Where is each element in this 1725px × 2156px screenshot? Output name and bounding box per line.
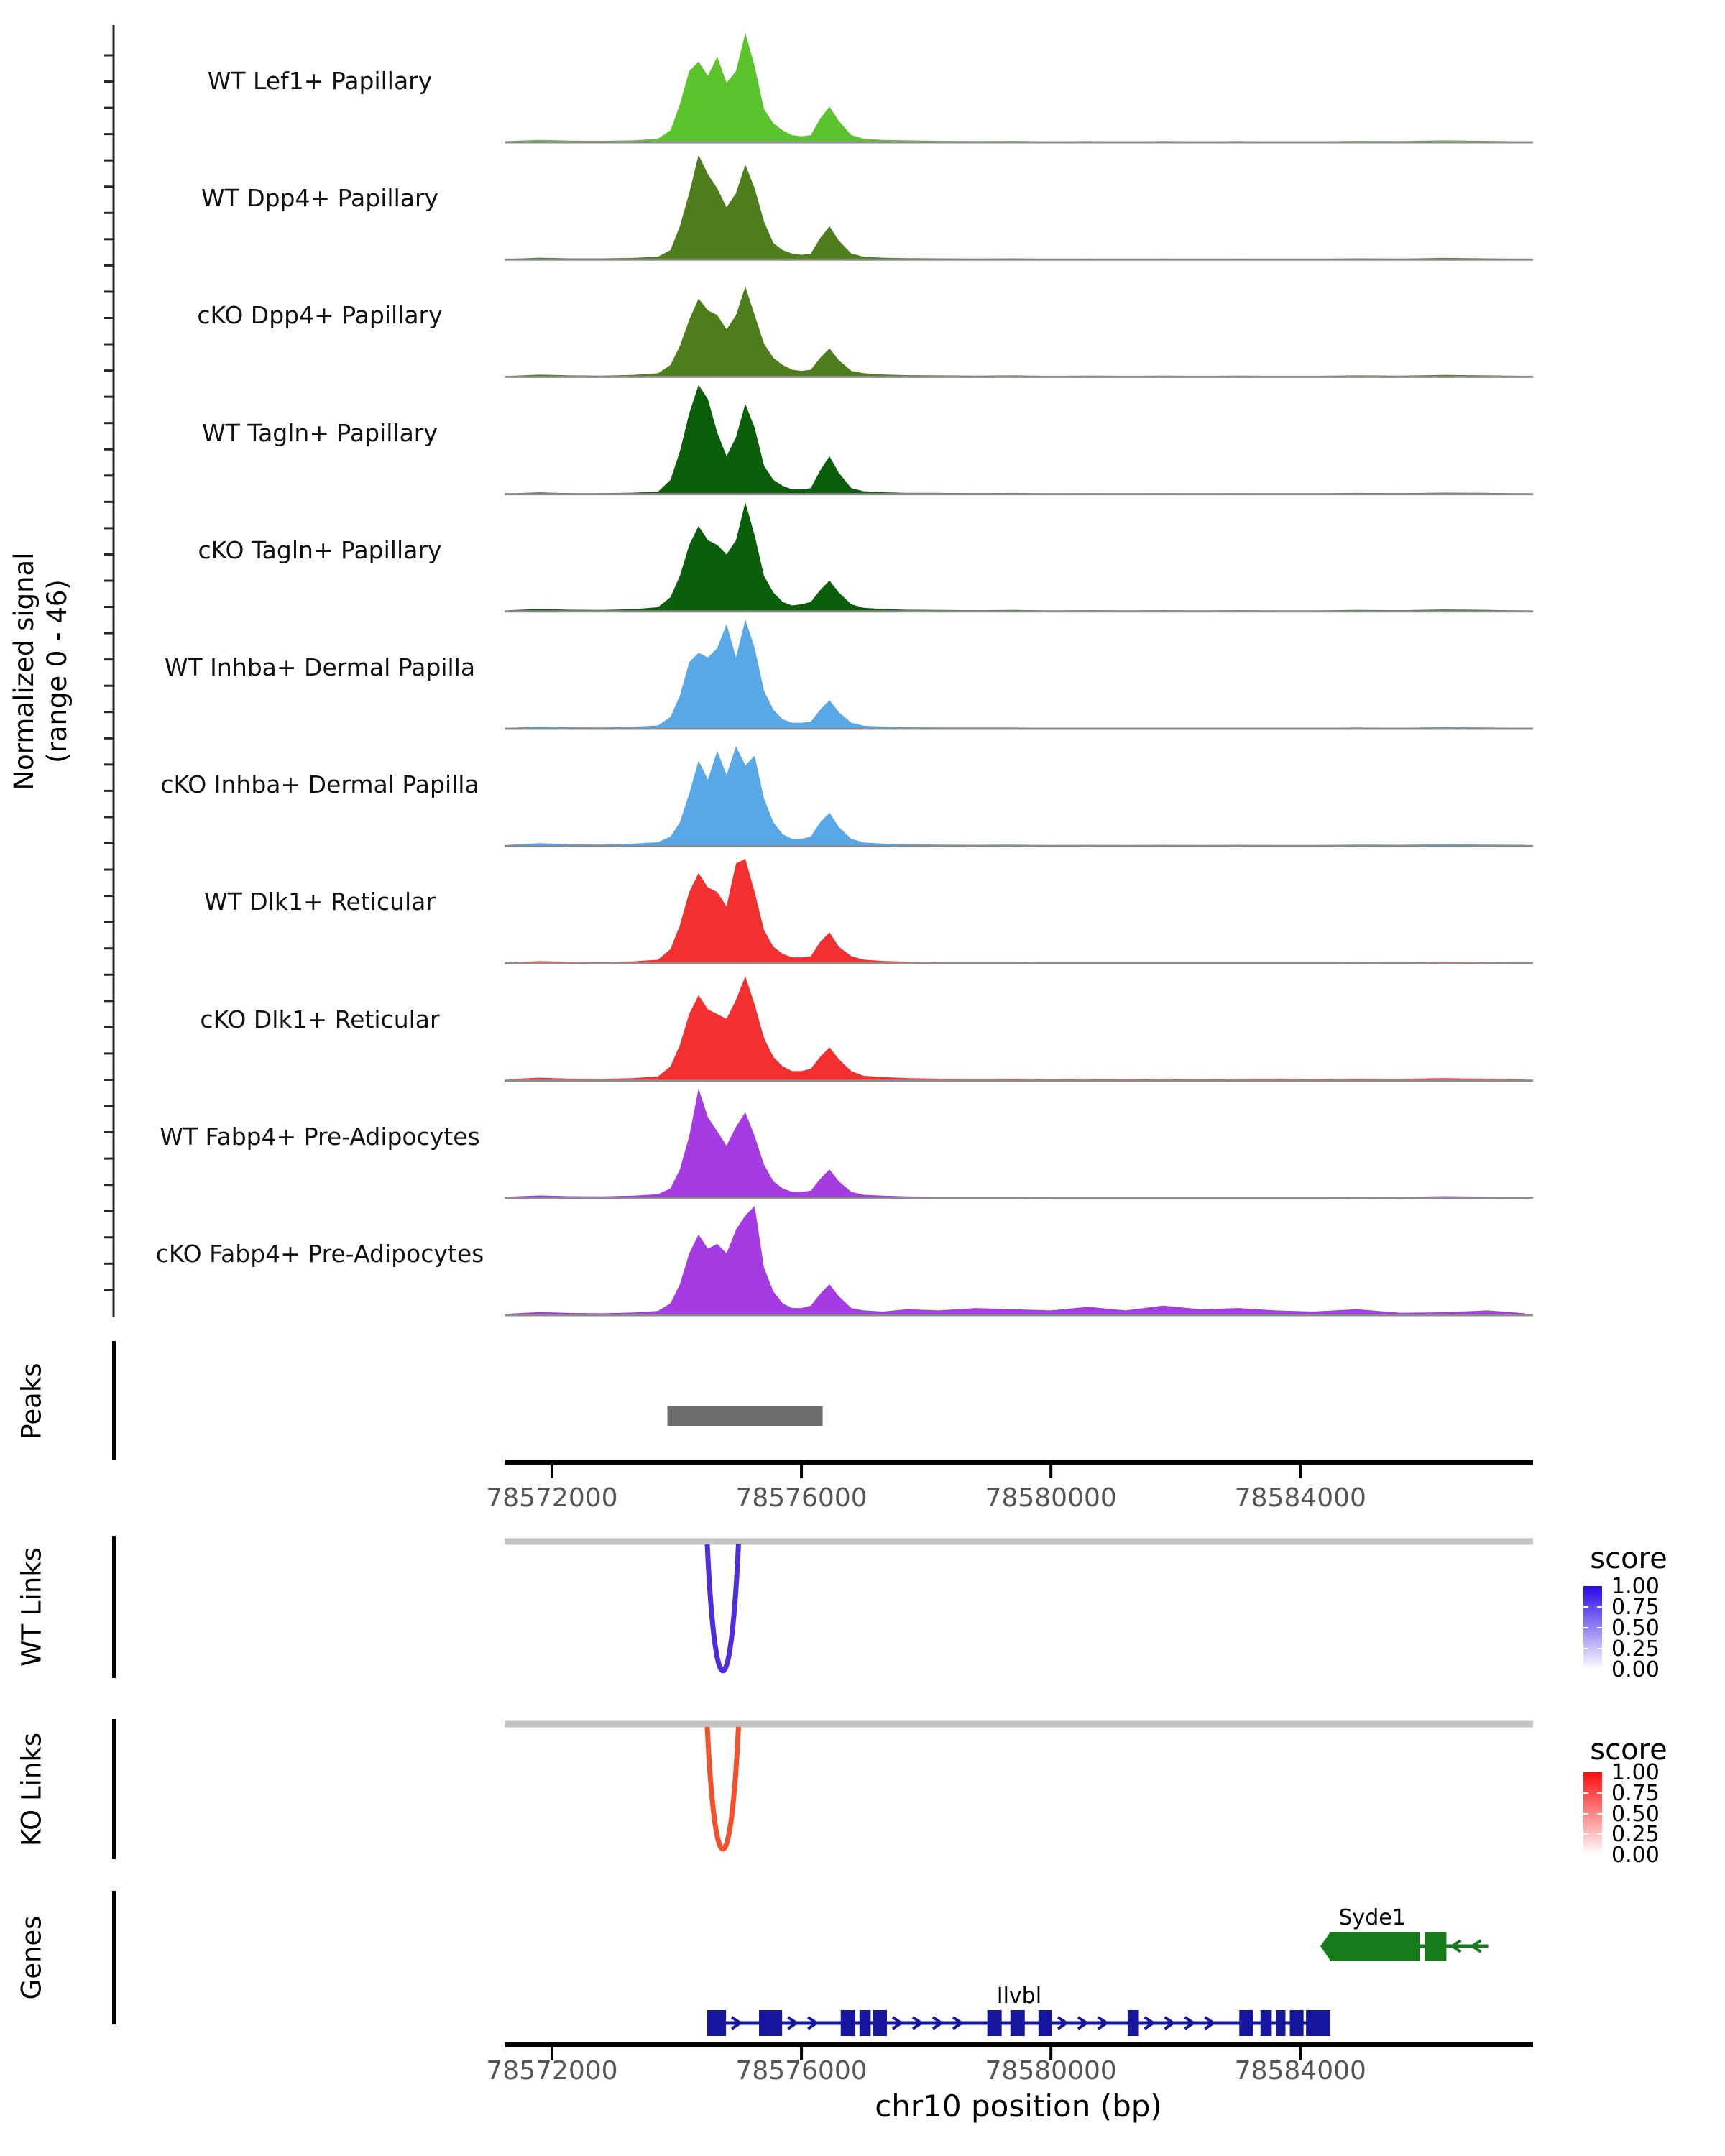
gene-exon — [1276, 2010, 1285, 2036]
track-label: WT Dpp4+ Papillary — [201, 184, 439, 213]
gene-exon — [1330, 1932, 1420, 1961]
axis-tick-label: 78572000 — [486, 1483, 618, 1513]
axis-tick-label: 78584000 — [1234, 2056, 1366, 2086]
wt-link-arc — [707, 1544, 738, 1671]
gene-exon — [759, 2010, 782, 2036]
gene-exon — [1011, 2010, 1025, 2036]
track-label: WT Inhba+ Dermal Papilla — [164, 653, 476, 681]
signal-track-area — [508, 619, 1525, 729]
y-axis-label — [8, 552, 74, 790]
signal-track — [505, 502, 1533, 612]
track-label: cKO Dlk1+ Reticular — [200, 1005, 440, 1033]
section-label-ko-links: KO Links — [16, 1732, 47, 1847]
gene-exon — [1261, 2010, 1272, 2036]
signal-track-area — [508, 33, 1525, 142]
legend-tick-label: 0.50 — [1611, 1801, 1660, 1827]
axis-tick-label: 78576000 — [735, 2056, 868, 2086]
legend-tick-label: 0.00 — [1611, 1657, 1660, 1682]
signal-track — [505, 859, 1533, 963]
gene-exon — [1290, 2010, 1304, 2036]
signal-track — [505, 33, 1533, 142]
signal-track-area — [508, 155, 1525, 259]
y-axis-label-line2: (range 0 - 46) — [42, 579, 73, 763]
signal-track — [505, 1206, 1533, 1315]
x-axis-title: chr10 position (bp) — [875, 2088, 1162, 2124]
signal-track-area — [508, 746, 1525, 846]
legend-bar-tick — [1583, 1792, 1588, 1794]
track-label: cKO Fabp4+ Pre-Adipocytes — [155, 1240, 484, 1268]
legend-tick-label: 0.75 — [1611, 1595, 1660, 1620]
section-label-genes: Genes — [16, 1915, 47, 2000]
legend-bar-tick — [1597, 1627, 1602, 1628]
peak-bar — [667, 1406, 822, 1426]
y-axis-label-line1: Normalized signal — [9, 552, 40, 791]
legend-bar-tick — [1597, 1833, 1602, 1835]
track-label: cKO Tagln+ Papillary — [198, 535, 442, 564]
legend-gradient-bar — [1583, 1586, 1602, 1669]
ko-link-arc — [707, 1727, 738, 1849]
axis-tick-label: 78576000 — [735, 1483, 868, 1513]
legend-bar-tick — [1597, 1792, 1602, 1794]
signal-track — [505, 385, 1533, 494]
gene-exon — [860, 2010, 871, 2036]
section-label-wt-links: WT Links — [16, 1547, 47, 1667]
gene-exon — [1306, 2010, 1330, 2036]
gene-exon — [988, 2010, 1002, 2036]
gene-model-ilvbl — [707, 2010, 1330, 2036]
signal-track — [505, 155, 1533, 259]
section-label-peaks: Peaks — [16, 1363, 47, 1440]
axis-tick-label: 78580000 — [985, 2056, 1117, 2086]
legend-tick-label: 0.00 — [1611, 1843, 1660, 1868]
gene-exon — [1128, 2010, 1139, 2036]
track-label: cKO Inhba+ Dermal Papilla — [160, 770, 479, 799]
axis-tick-label: 78584000 — [1234, 1483, 1366, 1513]
legend-bar-tick — [1583, 1813, 1588, 1815]
legend-tick-label: 0.25 — [1611, 1636, 1660, 1662]
signal-track-area — [508, 976, 1525, 1080]
signal-track-area — [508, 859, 1525, 963]
legend-bar-tick — [1597, 1606, 1602, 1608]
signal-track — [505, 287, 1533, 377]
track-label: WT Dlk1+ Reticular — [204, 888, 436, 916]
signal-track — [505, 976, 1533, 1080]
signal-track — [505, 746, 1533, 846]
signal-track-area — [508, 287, 1525, 377]
gene-exon — [1039, 2010, 1052, 2036]
legend-bar-tick — [1597, 1648, 1602, 1649]
track-label: WT Tagln+ Papillary — [202, 418, 438, 447]
gene-exon — [1425, 1932, 1446, 1961]
gene-name-label: Syde1 — [1338, 1905, 1406, 1930]
legend-title: score — [1590, 1542, 1668, 1575]
gene-name-label: Ilvbl — [996, 1984, 1042, 2009]
gene-exon — [1239, 2010, 1253, 2036]
section-axis-bar — [112, 1536, 116, 1678]
section-axis-bar — [112, 1341, 116, 1460]
axis-tick-label: 78572000 — [486, 2056, 618, 2086]
axis-tick-label: 78580000 — [985, 1483, 1117, 1513]
legend-bar-tick — [1583, 1627, 1588, 1628]
gene-exon — [841, 2010, 855, 2036]
gene-start-arrow — [1320, 1932, 1330, 1961]
track-label: WT Lef1+ Papillary — [207, 67, 433, 95]
track-label: cKO Dpp4+ Papillary — [197, 301, 443, 330]
track-label: WT Fabp4+ Pre-Adipocytes — [160, 1122, 480, 1151]
signal-track — [505, 619, 1533, 729]
signal-track-area — [508, 502, 1525, 612]
gene-exon — [873, 2010, 887, 2036]
legend-tick-label: 0.25 — [1611, 1822, 1660, 1848]
signal-track-area — [508, 385, 1525, 494]
legend-tick-label: 1.00 — [1611, 1760, 1660, 1785]
legend-tick-label: 0.50 — [1611, 1616, 1660, 1641]
legend-gradient-bar — [1583, 1772, 1602, 1855]
gene-model-syde1 — [1320, 1932, 1488, 1961]
section-axis-bar — [112, 1891, 116, 2024]
legend-bar-tick — [1597, 1813, 1602, 1815]
signal-track — [505, 1089, 1533, 1198]
legend-title: score — [1590, 1733, 1668, 1766]
legend-bar-tick — [1583, 1606, 1588, 1608]
legend-tick-label: 0.75 — [1611, 1780, 1660, 1806]
section-axis-bar — [112, 1719, 116, 1859]
legend-tick-label: 1.00 — [1611, 1574, 1660, 1599]
legend-bar-tick — [1583, 1648, 1588, 1649]
signal-track-area — [508, 1206, 1525, 1315]
gene-exon — [707, 2010, 726, 2036]
signal-track-area — [508, 1089, 1525, 1198]
legend-bar-tick — [1583, 1833, 1588, 1835]
